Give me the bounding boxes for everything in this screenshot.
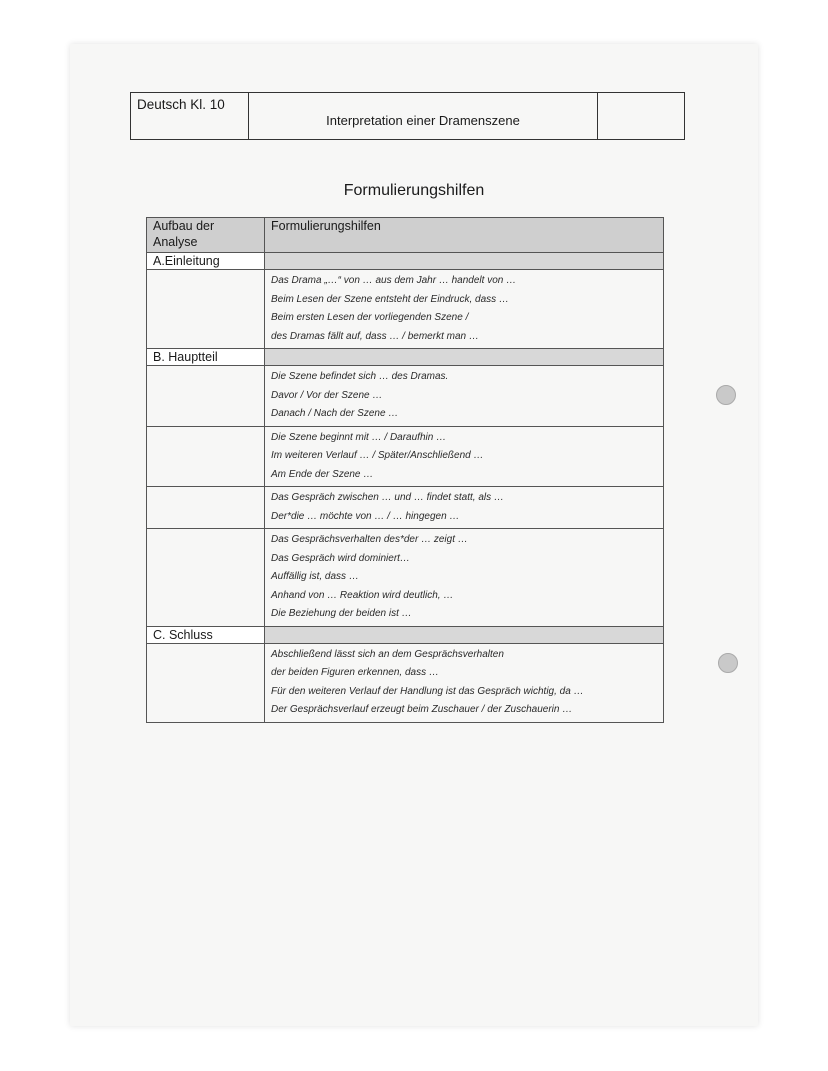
table-row [147,643,664,722]
section-label: C. Schluss [147,626,265,643]
phrase-line: Im weiteren Verlauf … / Später/Anschließend … [271,450,484,461]
empty-cell [147,270,265,349]
punch-hole-mark [716,385,736,405]
section-fill [265,626,664,643]
section-fill [265,349,664,366]
phrase-line: Für den weiteren Verlauf der Handlung ist das Gespräch wichtig, da … [271,685,584,697]
section-row-schluss [147,626,664,643]
col-header-structure: Aufbau der Analyse [147,218,265,253]
phrase-line: Der*die … möchte von … / … hingegen … [271,510,460,522]
phrase-line: Die Szene beginnt mit … / Daraufhin … [271,431,447,443]
phrase-line: Auffällig ist, dass … [271,571,359,582]
section-label: A.Einleitung [147,253,265,270]
phrase-line: Davor / Vor der Szene … [271,389,383,401]
phrase-block [265,270,664,349]
phrase-block [265,487,664,529]
phrase-line: Abschließend lässt sich an dem Gesprächsverhalten [271,648,504,660]
empty-cell [147,643,265,722]
phrase-line: Danach / Nach der Szene … [271,408,399,419]
phrase-line: der beiden Figuren erkennen, dass … [271,667,439,678]
phrase-line: Das Gespräch zwischen … und … findet statt, als … [271,492,504,503]
phrase-block [265,529,664,627]
phrase-line: Beim ersten Lesen der vorliegenden Szene / [271,312,469,323]
table-row [147,529,664,627]
empty-cell [147,366,265,427]
col-header-phrases: Formulierungshilfen [265,218,664,253]
empty-cell [147,529,265,627]
empty-header-cell [598,93,684,139]
class-label: Deutsch Kl. 10 [131,93,249,139]
empty-cell [147,487,265,529]
phrase-line: Anhand von … Reaktion wird deutlich, … [271,589,454,601]
phrase-line: Das Gespräch wird dominiert… [271,552,410,564]
empty-cell [147,426,265,487]
phrase-line: des Dramas fällt auf, dass … / bemerkt man … [271,330,479,342]
phrase-block [265,426,664,487]
table-header-row [147,218,664,253]
phrase-line: Der Gesprächsverlauf erzeugt beim Zuschauer / der Zuschauerin … [271,704,573,715]
phrase-block [265,643,664,722]
table-row [147,426,664,487]
phrase-table [146,217,664,723]
topic-label: Interpretation einer Dramenszene [249,93,598,139]
phrase-line: Das Gesprächsverhalten des*der … zeigt … [271,534,468,545]
phrase-line: Die Szene befindet sich … des Dramas. [271,371,449,382]
phrase-line: Beim Lesen der Szene entsteht der Eindruck, dass … [271,293,509,305]
phrase-block [265,366,664,427]
table-row [147,366,664,427]
section-row-einleitung [147,253,664,270]
section-row-hauptteil [147,349,664,366]
table-row [147,270,664,349]
section-label: B. Hauptteil [147,349,265,366]
page-title: Formulierungshilfen [343,182,485,199]
phrase-line: Die Beziehung der beiden ist … [271,608,412,619]
worksheet-header [130,92,685,140]
phrase-line: Das Drama „…“ von … aus dem Jahr … handelt von … [271,275,517,286]
section-fill [265,253,664,270]
phrase-line: Am Ende der Szene … [271,468,374,480]
table-row [147,487,664,529]
punch-hole-mark [718,653,738,673]
